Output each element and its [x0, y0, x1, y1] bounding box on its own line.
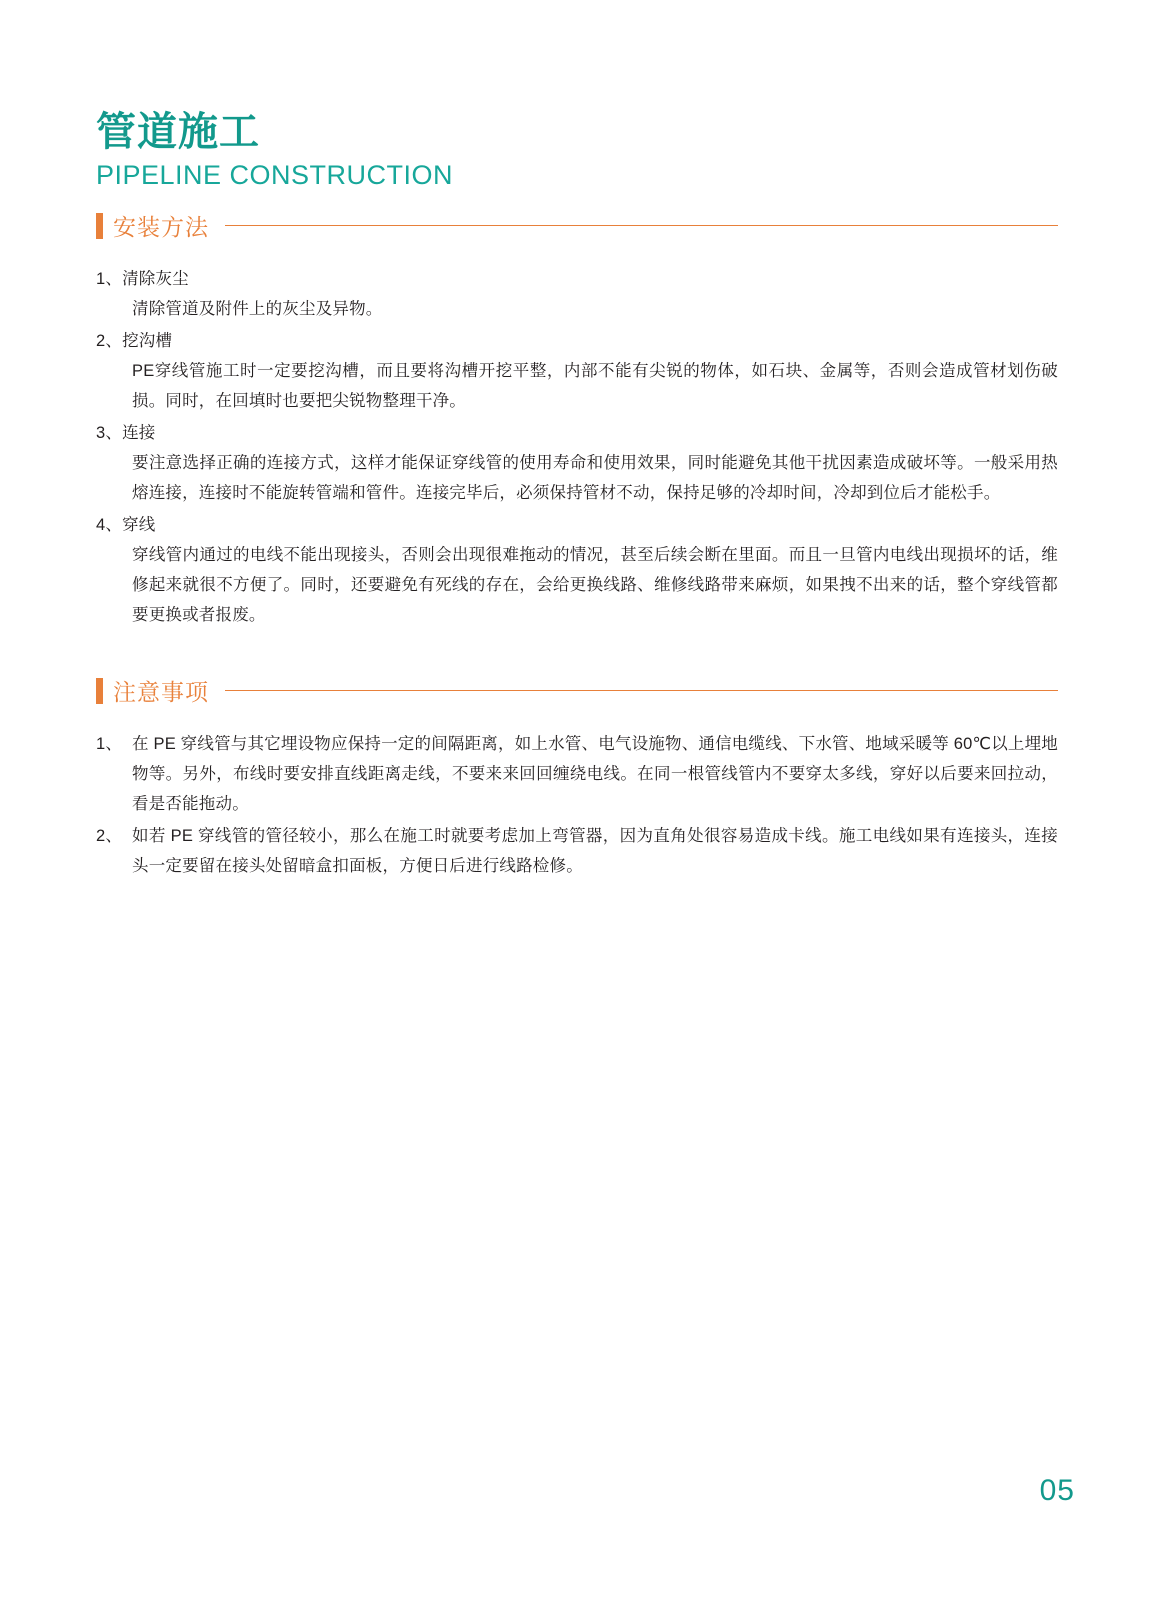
page-content [96, 110, 1058, 883]
page-title-english: PIPELINE CONSTRUCTION [96, 160, 454, 190]
section-title-notes: 注意事项 [113, 679, 209, 706]
list-item-body: 要注意选择正确的连接方式，这样才能保证穿线管的使用寿命和使用效果，同时能避免其他干扰因素造成破坏等。一般采用热熔连接，连接时不能旋转管端和管件。连接完毕后，必须保持管材不动，保持足够的冷却时间，冷却到位后才能松手。 [132, 454, 1058, 503]
section-title-installation: 安装方法 [113, 214, 209, 241]
list-item-number: 2、 [96, 827, 123, 846]
section-header-installation [96, 209, 1058, 242]
list-item [96, 821, 1058, 881]
list-item-body: 清除管道及附件上的灰尘及异物。 [132, 300, 383, 319]
installation-method-list [96, 264, 1058, 630]
list-item [96, 729, 1058, 819]
list-item-text: 在 PE 穿线管与其它埋设物应保持一定的间隔距离，如上水管、电气设施物、通信电缆线、下水管、地域采暖等 60℃以上埋地物等。另外，布线时要安排直线距离走线，不要来来回回缠绕电线。在同一根管线管内不要穿太多线，穿好以后要来回拉动，看是否能拖动。 [132, 735, 1058, 814]
section-divider-line [225, 690, 1058, 691]
section-header-notes [96, 674, 1058, 707]
page-number: 05 [1039, 1474, 1075, 1507]
list-item-label: 1、清除灰尘 [96, 270, 189, 289]
list-item [96, 264, 1058, 324]
list-item [96, 326, 1058, 416]
section-accent-bar-icon [96, 213, 103, 239]
list-item-body: 穿线管内通过的电线不能出现接头，否则会出现很难拖动的情况，甚至后续会断在里面。而且一旦管内电线出现损坏的话，维修起来就很不方便了。同时，还要避免有死线的存在，会给更换线路、维修线路带来麻烦，如果拽不出来的话，整个穿线管都要更换或者报废。 [132, 546, 1058, 625]
section-accent-bar-icon [96, 678, 103, 704]
list-item-label: 2、挖沟槽 [96, 332, 173, 351]
section-divider-line [225, 225, 1058, 226]
list-item [96, 510, 1058, 630]
notes-list [96, 729, 1058, 881]
list-item-label: 3、连接 [96, 424, 156, 443]
page-title-chinese: 管道施工 [96, 110, 260, 154]
list-item-body: PE穿线管施工时一定要挖沟槽，而且要将沟槽开挖平整，内部不能有尖锐的物体，如石块、金属等，否则会造成管材划伤破损。同时，在回填时也要把尖锐物整理干净。 [132, 362, 1058, 411]
list-item [96, 418, 1058, 508]
list-item-label: 4、穿线 [96, 516, 156, 535]
list-item-text: 如若 PE 穿线管的管径较小，那么在施工时就要考虑加上弯管器，因为直角处很容易造成卡线。施工电线如果有连接头，连接头一定要留在接头处留暗盒扣面板，方便日后进行线路检修。 [132, 827, 1058, 876]
list-item-number: 1、 [96, 735, 123, 754]
